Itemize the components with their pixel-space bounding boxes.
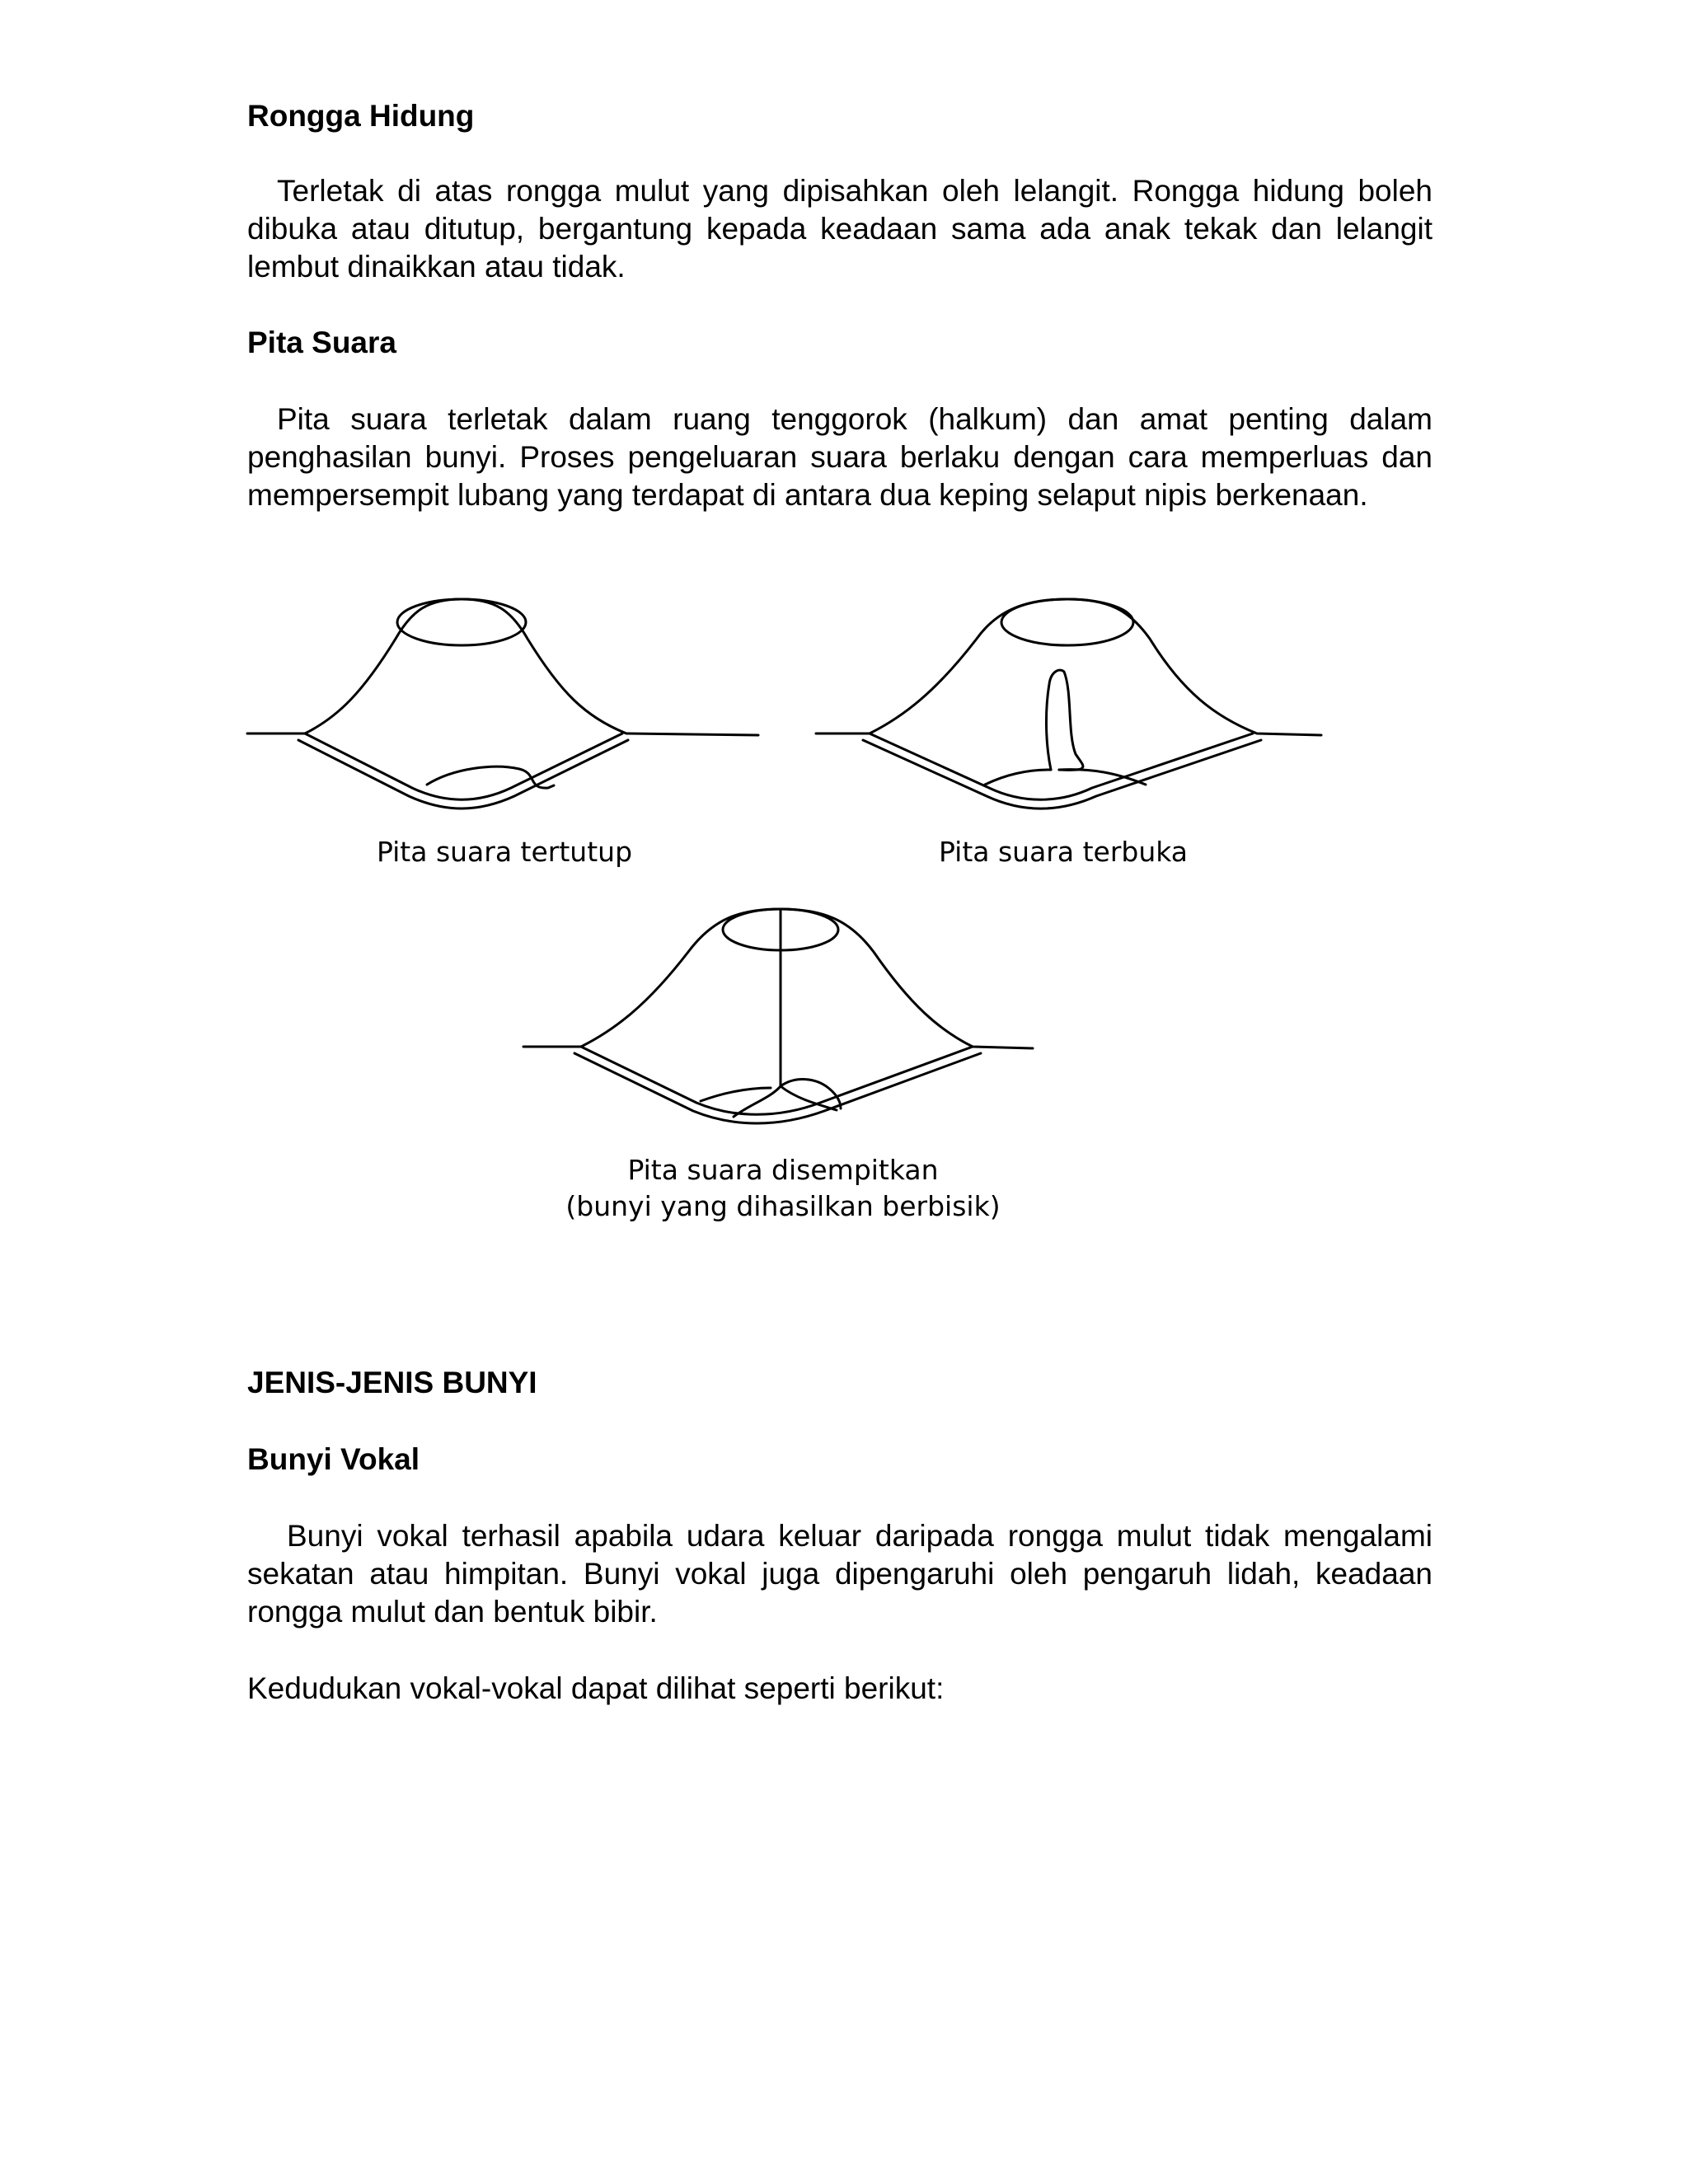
- diagram-pita-suara-disempitkan: [523, 907, 1043, 1154]
- diagram-pita-suara-terbuka: [812, 593, 1331, 808]
- caption-disempitkan: [536, 1152, 1030, 1225]
- section-rongga-hidung: [247, 97, 1432, 135]
- section-pita-suara-body: [247, 401, 1432, 514]
- heading-rongga-hidung: Rongga Hidung: [247, 99, 475, 133]
- vocal-fold-left-upper: [701, 1088, 771, 1101]
- section-jenis-jenis-bunyi: [247, 1364, 1432, 1402]
- glottis-rim: [397, 599, 526, 645]
- larynx-outline: [523, 909, 1033, 1048]
- heading-jenis-jenis-bunyi: JENIS-JENIS BUNYI: [247, 1366, 537, 1399]
- caption-terbuka: Pita suara terbuka: [938, 836, 1189, 868]
- caption-disempitkan-line2: (bunyi yang dihasilkan berbisik): [565, 1190, 1001, 1222]
- section-bunyi-vokal-body: [247, 1517, 1432, 1631]
- caption-disempitkan-line1: Pita suara disempitkan: [627, 1154, 939, 1186]
- vocal-fold-left: [985, 770, 1051, 785]
- vocal-band-outer: [870, 733, 1253, 799]
- section-bunyi-vokal-intro: [247, 1670, 1432, 1708]
- vocal-band-inner: [298, 740, 628, 808]
- section-bunyi-vokal: [247, 1441, 1432, 1479]
- section-pita-suara: [247, 324, 1432, 362]
- paragraph-pita-suara: Pita suara terletak dalam ruang tenggorok (halkum) dan amat penting dalam penghasilan bunyi. Proses pengeluaran suara berlaku dengan cara memperluas dan mempersempit lubang yang terdapat di antara dua keping selaput nipis berkenaan.: [247, 402, 1432, 512]
- larynx-outline: [247, 599, 758, 735]
- diagram-pita-suara-tertutup: [247, 593, 767, 808]
- paragraph-kedudukan-vokal: Kedudukan vokal-vokal dapat dilihat seperti berikut:: [247, 1671, 945, 1705]
- vocal-fold-right: [1059, 770, 1146, 785]
- caption-tertutup: Pita suara tertutup: [376, 836, 633, 868]
- paragraph-bunyi-vokal: Bunyi vokal terhasil apabila udara keluar daripada rongga mulut tidak mengalami sekatan atau himpitan. Bunyi vokal juga dipengaruhi oleh pengaruh lidah, keadaan rongga mulut dan bentuk bibir.: [247, 1519, 1432, 1629]
- heading-pita-suara: Pita Suara: [247, 326, 396, 359]
- glottis-opening: [1046, 670, 1082, 770]
- vocal-band-outer: [581, 1047, 973, 1114]
- heading-bunyi-vokal: Bunyi Vokal: [247, 1442, 420, 1476]
- paragraph-rongga-hidung: Terletak di atas rongga mulut yang dipisahkan oleh lelangit. Rongga hidung boleh dibuka atau ditutup, bergantung kepada keadaan sama ada anak tekak dan lelangit lembut dinaikkan atau tidak.: [247, 174, 1432, 284]
- larynx-outline: [816, 599, 1321, 735]
- section-rongga-hidung-body: [247, 172, 1432, 286]
- vocal-fold-right-upper: [781, 1080, 841, 1108]
